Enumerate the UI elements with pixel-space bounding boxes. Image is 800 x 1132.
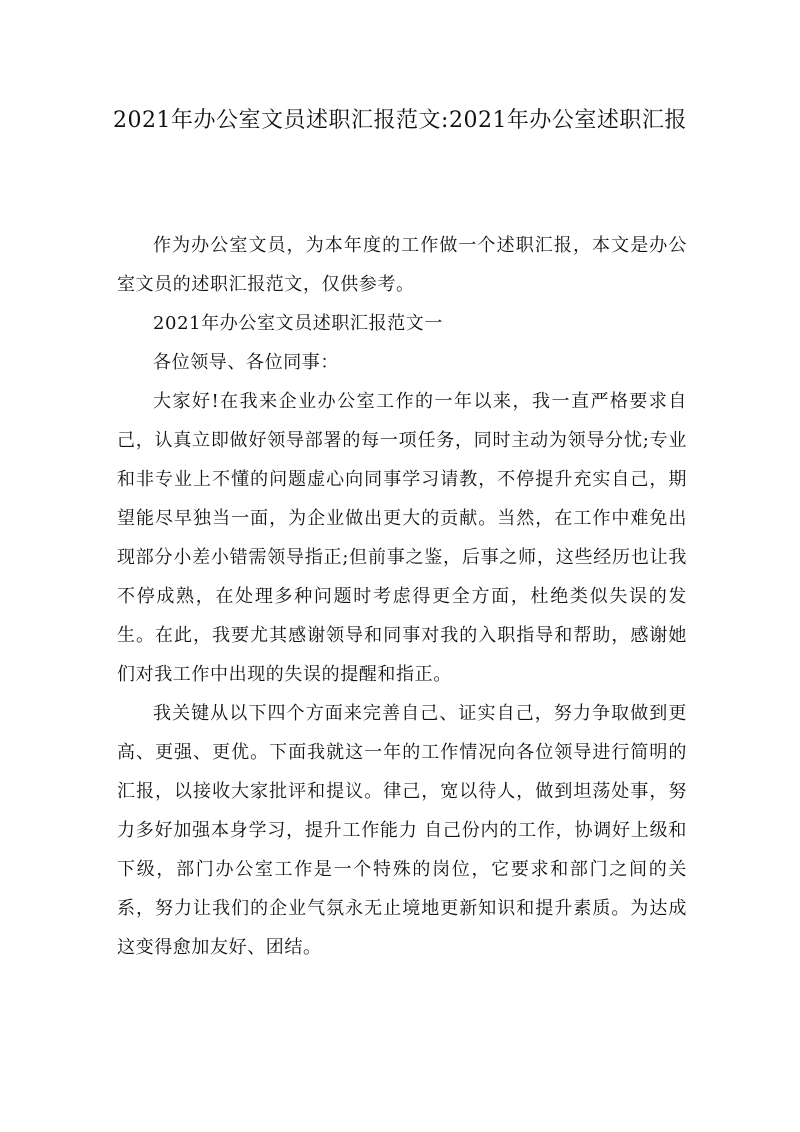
intro-paragraph: 作为办公室文员，为本年度的工作做一个述职汇报，本文是办公室文员的述职汇报范文，仅供参考。 [117,235,687,295]
section-heading: 2021年办公室文员述职汇报范文一 [153,313,444,334]
document-title: 2021年办公室文员述职汇报范文:2021年办公室述职汇报 [113,108,687,133]
salutation: 各位领导、各位同事： [153,352,339,373]
body-paragraph-2: 我关键从以下四个方面来完善自己、证实自己，努力争取做到更高、更强、更优。下面我就这一年的工作情况向各位领导进行简明的汇报，以接收大家批评和提议。律己，宽以待人，做到坦荡处事，努力多好加强本身学习，提升工作能力 自己份内的工作，协调好上级和下级，部门办公室工作是一个特殊的岗位，它要求和部门之间的关系，努力让我们的企业气氛永无止境地更新知识和提升素质。为达成这变得愈加友好、团结。 [117,703,687,958]
body-paragraph-1: 大家好!在我来企业办公室工作的一年以来，我一直严格要求自己，认真立即做好领导部署的每一项任务，同时主动为领导分忧;专业和非专业上不懂的问题虚心向同事学习请教，不停提升充实自己，期望能尽早独当一面，为企业做出更大的贡献。当然，在工作中难免出现部分小差小错需领导指正;但前事之鉴，后事之师，这些经历也让我不停成熟，在处理多种问题时考虑得更全方面，杜绝类似失误的发生。在此，我要尤其感谢领导和同事对我的入职指导和帮助，感谢她们对我工作中出现的失误的提醒和指正。 [117,391,687,685]
document-body [117,226,687,967]
